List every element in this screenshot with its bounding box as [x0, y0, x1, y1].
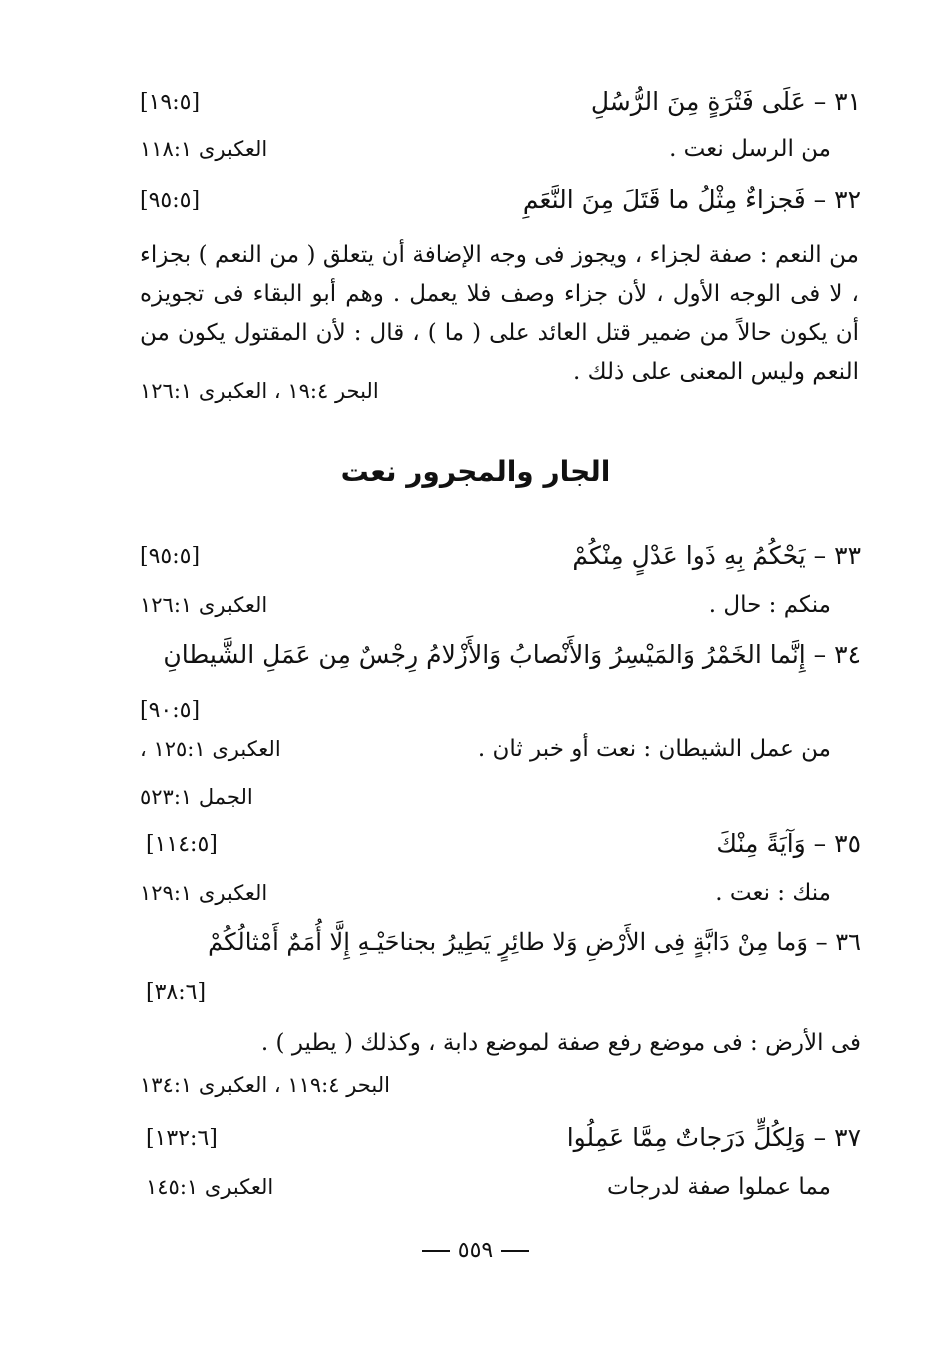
page-number: ٥٥٩ — [457, 1238, 494, 1263]
entry-34-reference: [٩٠:٥] — [140, 698, 201, 723]
entry-37-note-line — [140, 1166, 861, 1210]
entry-35-source: العكبرى ١٢٩:١ — [140, 881, 268, 905]
entry-32-paragraph — [140, 236, 859, 392]
entry-32-reference: [٩٥:٥] — [140, 188, 201, 213]
entry-35-note: منك : نعت . — [715, 880, 831, 906]
entry-32-verse: ٣٢ – فَجزاءٌ مِثْلُ ما قَتَلَ مِنَ النَّعَمِ — [522, 185, 861, 214]
entry-33-source: العكبرى ١٢٦:١ — [140, 593, 268, 617]
entry-31-verse: ٣١ – عَلَى فَتْرَةٍ مِنَ الرُّسُلِ — [590, 87, 861, 116]
entry-33-note-line — [140, 584, 861, 628]
entry-36-source: البحر ١١٩:٤ ، العكبرى ١٣٤:١ — [140, 1073, 390, 1097]
entry-36-reference: [٣٨:٦] — [146, 980, 207, 1005]
entry-36-reference-line — [140, 972, 861, 1016]
entry-32-paragraph-text: من النعم : صفة لجزاء ، ويجوز فى وجه الإضافة أن يتعلق ( من النعم ) بجزاء ، لا فى الوجه الأول ، لأن جزاء وصف فلا يعمل . وهم أبو البقاء فى تجويزه أن يكون حالاً من ضمير قتل العائد على ( ما ) ، قال : لأن المقتول يكون من النعم وليس المعنى على ذلك . — [140, 242, 859, 385]
entry-31-note-line — [140, 128, 861, 172]
folio-dash-left — [422, 1250, 450, 1252]
entry-36-verse-line — [140, 922, 861, 966]
entry-36-source-line — [140, 1064, 861, 1108]
entry-37-verse-line — [140, 1118, 861, 1162]
folio-dash-right — [501, 1250, 529, 1252]
entry-31-source: العكبرى ١١٨:١ — [140, 137, 268, 161]
section-heading: الجار والمجرور نعت — [340, 455, 611, 488]
entry-31-reference: [١٩:٥] — [140, 90, 201, 115]
entry-37-verse: ٣٧ – وَلِكُلٍّ دَرَجاتٌ مِمَّا عَمِلُوا — [566, 1123, 861, 1152]
entry-32-source: البحر ١٩:٤ ، العكبرى ١٢٦:١ — [140, 379, 379, 403]
entry-34-source-2: الجمل ٥٢٣:١ — [140, 785, 253, 809]
entry-34-note: من عمل الشيطان : نعت أو خبر ثان . — [477, 736, 831, 762]
entry-36-note-line — [140, 1022, 861, 1066]
entry-31-note: من الرسل نعت . — [669, 136, 831, 162]
entry-33-verse: ٣٣ – يَحْكُمُ بِهِ ذَوا عَدْلٍ مِنْكُمْ — [572, 541, 861, 570]
entry-34-note-line — [140, 728, 861, 772]
entry-31-verse-line — [140, 82, 861, 126]
entry-34-source2-line — [140, 776, 861, 820]
entry-36-note: فى الأرض : فى موضع رفع صفة لموضع دابة ، وكذلك ( يطير ) . — [260, 1030, 861, 1056]
entry-32-verse-line — [140, 180, 861, 224]
entry-35-reference: [١١٤:٥] — [146, 832, 218, 857]
entry-36-verse: ٣٦ – وَما مِنْ دَابَّةٍ فِى الأَرْضِ وَلا طائِرٍ يَطِيرُ بجناحَيْـهِ إِلَّا أُمَمٌ أَمْثالُكُمْ — [208, 928, 861, 956]
entry-37-note: مما عملوا صفة لدرجات — [606, 1174, 831, 1200]
entry-35-verse-line — [140, 824, 861, 868]
entry-35-verse: ٣٥ – وَآيَةً مِنْكَ — [716, 829, 861, 858]
entry-37-reference: [١٣٢:٦] — [146, 1126, 218, 1151]
page-number-footer — [0, 1234, 951, 1268]
entry-32-source-line — [140, 370, 861, 414]
entry-37-source: العكبرى ١٤٥:١ — [146, 1175, 274, 1199]
entry-34-verse: ٣٤ – إِنَّما الخَمْرُ وَالمَيْسِرُ وَالأَنْصابُ وَالأَزْلامُ رِجْسٌ مِن عَمَلِ الشَّيطانِ — [163, 640, 861, 669]
entry-33-reference: [٩٥:٥] — [140, 544, 201, 569]
entry-33-verse-line — [140, 536, 861, 580]
entry-34-source: العكبرى ١٢٥:١ ، — [140, 737, 281, 761]
entry-33-note: منكم : حال . — [708, 592, 831, 618]
entry-35-note-line — [140, 872, 861, 916]
